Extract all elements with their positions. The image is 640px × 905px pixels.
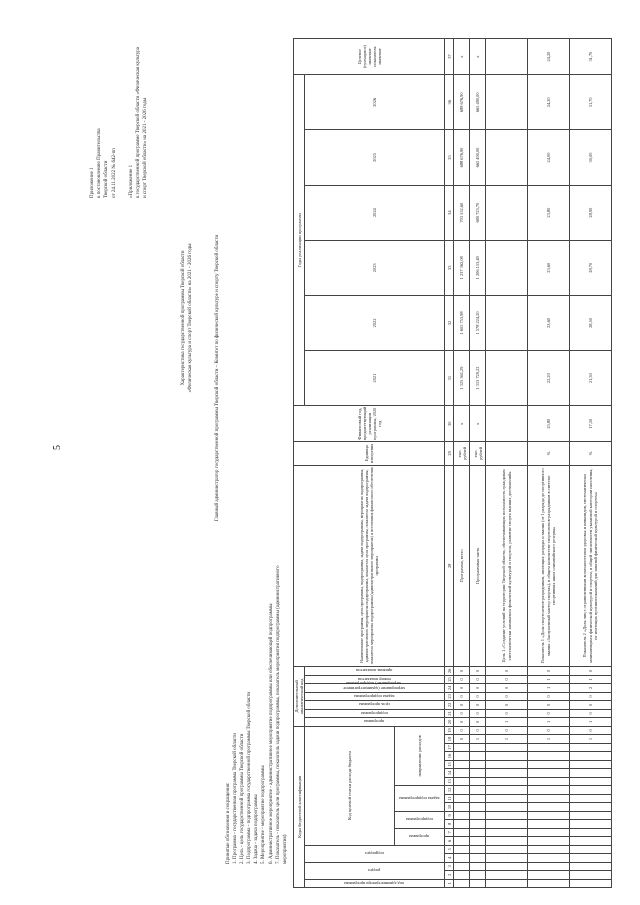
code-cell [486,786,528,794]
code-cell: 0 [454,667,470,676]
fin-year-header: Финансовый год, предшествующий реализации программы, 2020 год [294,406,445,442]
row-result: 31,70 [570,39,612,75]
code-cell [486,743,528,751]
additional-code-header: Дополнительный аналитический код [294,667,305,726]
code-cell [528,777,570,785]
year-value: 28,50 [570,295,612,350]
column-numbers-row [445,39,454,888]
add-code-indicator-sign: признак показателя [305,667,445,676]
code-cell [570,777,612,785]
code-cell [470,743,486,751]
code-cell [486,837,528,845]
code-cell [486,803,528,811]
code-cell: 1 [470,735,486,743]
year-value: 21,30 [570,351,612,406]
code-cell [528,769,570,777]
code-cell [528,845,570,853]
row-result [486,39,528,75]
column-number: 35 [445,130,454,185]
year-value: 28,90 [570,185,612,240]
code-cell [570,769,612,777]
code-cell: 0 [486,667,528,676]
year-value [486,75,528,130]
code-cell [528,811,570,819]
code-cell [470,760,486,768]
row-unit: % [570,442,612,465]
row-unit: тыс. рублей [454,442,470,465]
code-cell: 0 [454,718,470,726]
code-cell [470,811,486,819]
column-number: 8 [445,820,454,828]
add-code-subprogram: подпрограмма [305,709,445,717]
subsection-header: подраздел [305,845,445,862]
code-cell [470,854,486,862]
code-cell: 0 [470,726,486,735]
code-cell: 0 [486,675,528,683]
year-value [486,130,528,185]
appendix-line: к государственной программе Тверской области «Физическая культура [136,47,142,198]
year-2024-header: 2024 [305,185,445,240]
year-value: 1 206 153,49 [470,240,486,295]
column-number: 26 [445,667,454,676]
table-row [570,39,612,888]
year-2023-header: 2023 [305,240,445,295]
year-value [486,185,528,240]
appendix-line: Тверской области [104,160,110,198]
column-number: 17 [445,743,454,751]
code-cell [570,837,612,845]
code-cell: 0 [486,692,528,700]
year-value: 680 723,70 [470,185,486,240]
code-cell [528,794,570,802]
code-cell: 1 [486,718,528,726]
code-cell [454,811,470,819]
row-result: х [470,39,486,75]
column-number: 4 [445,854,454,862]
appendix-line: от 24.11.2022 № 642-пп [111,148,117,198]
year-value: 1 237 362,08 [454,240,470,295]
row-name: Программа, всего [454,465,470,667]
target-subprogram-header: подпрограмма [395,811,445,828]
code-cell: 0 [470,684,486,692]
year-value: 23,60 [528,240,570,295]
code-cell: 1 [528,675,570,683]
code-cell [570,820,612,828]
code-cell: 0 [470,718,486,726]
code-cell: 0 [470,692,486,700]
year-value: 665 490,00 [470,130,486,185]
year-value: 703 552,60 [454,185,470,240]
year-value: 1 325 361,29 [454,351,470,406]
column-number: 23 [445,692,454,700]
target-task-header: задача подпрограммы [395,786,445,811]
year-value: 28,70 [570,240,612,295]
column-number: 3 [445,862,454,870]
column-number: 5 [445,845,454,853]
column-number: 34 [445,185,454,240]
code-cell [570,845,612,853]
code-cell: 0 [570,667,612,676]
year-value [486,240,528,295]
code-cell [454,820,470,828]
add-code-indicator-number: номер показателя [305,675,445,683]
appendix-line: «Приложение 1 [128,164,134,198]
year-value: 665 490,00 [470,75,486,130]
add-code-goal: цель программы [305,701,445,709]
code-cell: 1 [570,735,612,743]
target-direction-header: направление расходов [395,726,445,786]
year-value [486,351,528,406]
code-cell: 0 [454,726,470,735]
column-number: 12 [445,786,454,794]
note-line: 7. Показатель - показатель цели программы, показатель задачи подпрограммы, показатель мероприятия подпрограммы (административного мероприятия) [275,565,288,864]
code-cell: 0 [454,692,470,700]
code-cell [528,862,570,870]
note-line: 6. Административное мероприятие - административное мероприятие подпрограммы или обеспечивающей подпрограммы [268,603,274,864]
year-value: 31,70 [570,75,612,130]
code-cell: 1 [528,718,570,726]
code-cell: 0 [528,726,570,735]
main-administrator: Главный администратор государственной программы Тверской области – Комитет по физической культуре и спорту Тверской области [215,234,220,522]
abbreviations-notes [225,564,289,864]
column-number: 31 [445,351,454,406]
title-line: «Физическая культура и спорт Тверской области» на 2021 - 2026 годы [188,243,194,393]
code-cell: 0 [528,709,570,717]
code-cell: 0 [570,701,612,709]
code-cell [470,879,486,887]
column-number: 30 [445,406,454,442]
year-value: 688 676,90 [454,130,470,185]
column-number: 37 [445,39,454,75]
code-cell [486,879,528,887]
code-cell [528,760,570,768]
table-row [486,39,528,888]
add-code-task: задача подпрограммы [305,692,445,700]
rotated-page [25,28,625,888]
code-cell: 1 [486,735,528,743]
code-cell: 0 [570,726,612,735]
code-cell: 0 [470,667,486,676]
column-number: 20 [445,718,454,726]
row-result: 24,20 [528,39,570,75]
code-cell [528,820,570,828]
column-number: 16 [445,752,454,760]
code-cell: 1 [570,718,612,726]
code-cell [570,871,612,879]
code-cell [470,794,486,802]
column-number: 14 [445,769,454,777]
row-unit [486,442,528,465]
code-cell: 2 [570,684,612,692]
code-cell [486,811,528,819]
row-fin [486,406,528,442]
code-cell [470,837,486,845]
row-name: Показатель 1 «Доля спортсменов-разрядников, имеющих разряды и звания (от I разряда до спортивного звания «Заслуженный мастер спорта»), в общем количестве спортсменов-разрядников в системе спортивных школ олимпийского резерва» [528,465,570,667]
code-cell [486,820,528,828]
code-cell [528,752,570,760]
code-cell [486,752,528,760]
row-fin: 17,50 [570,406,612,442]
row-unit: тыс. рублей [470,442,486,465]
code-cell [486,854,528,862]
code-cell: 0 [470,675,486,683]
year-2025-header: 2025 [305,130,445,185]
code-cell [486,845,528,853]
year-value: 24,00 [528,130,570,185]
appendix-header [89,38,149,198]
budget-codes-header: Коды бюджетной классификации [294,726,305,887]
note-line: 5. Мероприятие - мероприятие подпрограммы [261,765,267,864]
column-number: 33 [445,240,454,295]
code-cell [454,769,470,777]
code-cell [486,777,528,785]
code-cell [486,828,528,836]
section-header: раздел [305,862,445,879]
column-number: 21 [445,709,454,717]
year-value: 23,80 [528,185,570,240]
year-value: 688 676,90 [454,75,470,130]
code-cell: 0 [454,701,470,709]
code-cell [570,803,612,811]
code-cell: 0 [528,701,570,709]
column-number: 36 [445,75,454,130]
add-code-program: программа [305,718,445,726]
code-cell [486,794,528,802]
code-cell [470,786,486,794]
code-cell [528,871,570,879]
add-code-event: мероприятие (административное мероприятие) подпрограммы [305,684,445,692]
appendix-line: и спорт Тверской области» на 2021 - 2026 годы [143,97,149,198]
note-line: 2. Цель - цель государственной программы Тверской области [240,733,246,864]
year-2021-header: 2021 [305,351,445,406]
code-cell: 0 [454,675,470,683]
code-cell [570,752,612,760]
note-line: 1. Программа - государственная программа Тверской области [233,733,239,864]
table-row [470,39,486,888]
code-cell [470,820,486,828]
code-cell [570,794,612,802]
column-number: 28 [445,465,454,667]
code-cell [570,786,612,794]
row-unit: % [528,442,570,465]
code-cell [570,862,612,870]
code-cell: 0 [486,684,528,692]
column-number: 32 [445,295,454,350]
note-line: 4. Задача - задача подпрограммы [254,794,260,864]
code-cell [454,786,470,794]
code-cell [454,760,470,768]
column-number: 6 [445,837,454,845]
code-cell [470,769,486,777]
code-cell: 0 [570,692,612,700]
code-admin-header: код администратора программы [305,879,445,887]
code-cell: 1 [528,684,570,692]
code-cell [454,743,470,751]
document-title [180,138,195,498]
code-cell [528,837,570,845]
note-line: 3. Подпрограмма - подпрограмма государственной программы Тверской области [247,691,253,864]
code-cell [454,871,470,879]
code-cell [570,811,612,819]
code-cell [528,854,570,862]
row-name: Показатель 2 «Доля лиц с ограниченными возможностями здоровья и инвалидов, систематически занимающихся физической культурой и спортом, в общей численности указанной категории населения, не имеющих противопоказаний для занятий физической культурой и спортом» [570,465,612,667]
code-cell [470,777,486,785]
code-cell [454,828,470,836]
code-cell: 0 [570,709,612,717]
column-number: 19 [445,726,454,735]
code-cell [470,845,486,853]
row-fin: х [470,406,486,442]
year-value: 23,60 [528,295,570,350]
column-number: 25 [445,675,454,683]
column-number: 18 [445,735,454,743]
title-line: Характеристика государственной программы Тверской области [181,250,186,386]
code-cell [470,803,486,811]
row-name: Программная часть [470,465,486,667]
column-number: 29 [445,442,454,465]
row-name: Цель 1 «Создание условий на территории Тверской области, обеспечивающих возможность гражданам систематически заниматься физической культурой и спортом, развитие спорта высших достижений» [486,465,528,667]
column-number: 10 [445,803,454,811]
year-value: 24,20 [528,75,570,130]
code-cell [454,837,470,845]
table-row [528,39,570,888]
code-cell [454,794,470,802]
year-value: 1 578 224,20 [470,295,486,350]
column-number: 11 [445,794,454,802]
year-value: 1 313 729,22 [470,351,486,406]
year-2026-header: 2026 [305,75,445,130]
code-cell [454,752,470,760]
appendix-line: к постановлению Правительства [97,128,103,198]
code-cell [570,828,612,836]
column-number: 9 [445,811,454,819]
year-value [486,295,528,350]
code-cell: 0 [486,709,528,717]
table-header-row [294,39,305,888]
code-cell [454,845,470,853]
year-value: 30,00 [570,130,612,185]
code-cell [570,879,612,887]
code-cell: 0 [470,701,486,709]
code-cell: 0 [486,701,528,709]
code-cell: 0 [528,692,570,700]
code-cell: 1 [528,735,570,743]
code-cell [528,879,570,887]
code-cell [470,871,486,879]
column-number: 13 [445,777,454,785]
table-row [454,39,470,888]
column-number: 22 [445,701,454,709]
column-number: 2 [445,871,454,879]
code-cell [470,752,486,760]
code-cell: 0 [470,709,486,717]
name-header: Наименование программы, цели программы, подпрограммы, задачи подпрограммы, мероприятия подпрограммы, административного мероприятия подпрограммы, показателя цели программы, показателя задачи подпрограммы, показателя мероприятия подпрограммы (административного мероприятия) и источников финансового обеспечения программы [294,465,445,667]
result-header: Целевое (суммарное) значение показателя значение [294,39,445,75]
year-value: 1 605 753,98 [454,295,470,350]
row-result: х [454,39,470,75]
column-number: 15 [445,760,454,768]
unit-header: Единица измерения [294,442,445,465]
code-cell [528,743,570,751]
code-cell [486,760,528,768]
note-line: Принятые обозначения и сокращения: [226,782,231,864]
appendix-line: Приложение 1 [90,167,95,198]
code-cell [570,743,612,751]
code-cell [454,879,470,887]
code-cell: 0 [486,726,528,735]
code-cell [454,862,470,870]
code-cell [486,871,528,879]
code-cell [470,828,486,836]
year-value: 22,20 [528,351,570,406]
code-cell: 0 [454,684,470,692]
code-cell [528,828,570,836]
code-cell [454,854,470,862]
code-cell [486,862,528,870]
row-fin: 23,80 [528,406,570,442]
code-cell [570,854,612,862]
page-number: 5 [52,445,63,450]
column-number: 7 [445,828,454,836]
year-2022-header: 2022 [305,295,445,350]
code-cell: 0 [528,667,570,676]
target-program-header: программа [395,828,445,845]
code-cell: 1 [570,675,612,683]
code-cell [470,862,486,870]
code-cell [454,803,470,811]
code-cell [486,769,528,777]
code-cell: 0 [454,735,470,743]
column-number: 1 [445,879,454,887]
years-header: Годы реализации программы [294,75,305,406]
code-cell [528,786,570,794]
target-article-header: Код целевой статьи расхода бюджета [305,726,395,845]
code-cell [454,777,470,785]
program-characteristics-table [293,38,612,888]
code-cell [570,760,612,768]
row-fin: х [454,406,470,442]
column-number: 24 [445,684,454,692]
code-cell: 0 [454,709,470,717]
code-cell [528,803,570,811]
